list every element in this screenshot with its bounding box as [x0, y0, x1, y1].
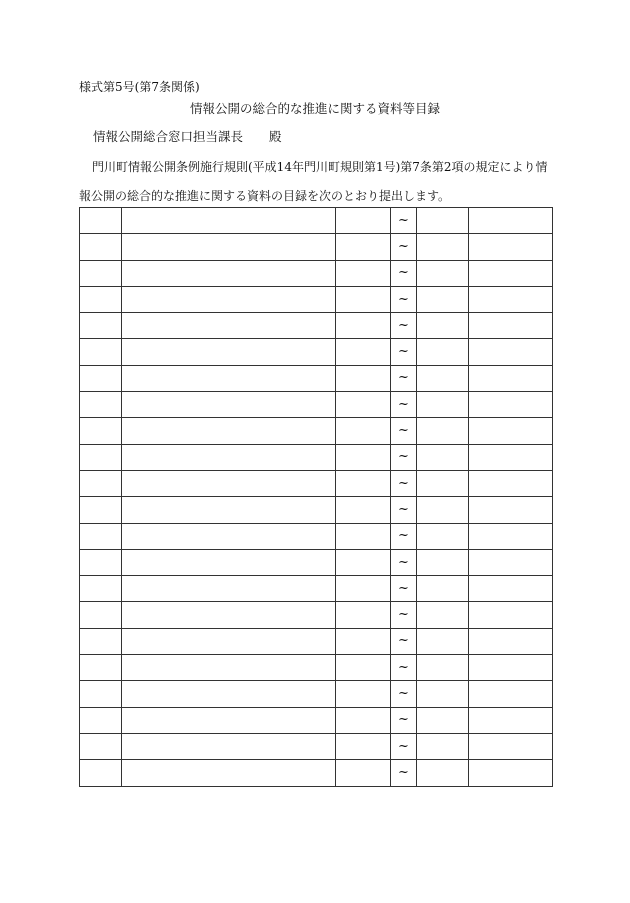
cell-document-name	[122, 760, 336, 786]
table-row	[80, 365, 553, 391]
cell-period-start	[336, 260, 391, 286]
cell-number	[80, 549, 122, 575]
cell-period-end	[417, 576, 469, 602]
cell-document-name	[122, 707, 336, 733]
cell-document-name	[122, 602, 336, 628]
cell-range-separator: ~	[391, 655, 417, 681]
table-row	[80, 392, 553, 418]
cell-remarks	[469, 681, 553, 707]
cell-number	[80, 733, 122, 759]
cell-remarks	[469, 628, 553, 654]
cell-period-end	[417, 523, 469, 549]
cell-period-start	[336, 418, 391, 444]
cell-number	[80, 760, 122, 786]
cell-document-name	[122, 523, 336, 549]
table-row	[80, 602, 553, 628]
cell-number	[80, 707, 122, 733]
cell-remarks	[469, 707, 553, 733]
cell-number	[80, 313, 122, 339]
cell-document-name	[122, 365, 336, 391]
cell-document-name	[122, 234, 336, 260]
cell-remarks	[469, 576, 553, 602]
table-row	[80, 760, 553, 786]
cell-number	[80, 339, 122, 365]
table-row	[80, 681, 553, 707]
catalog-table	[79, 207, 553, 787]
cell-range-separator: ~	[391, 576, 417, 602]
cell-range-separator: ~	[391, 497, 417, 523]
cell-number	[80, 655, 122, 681]
cell-number	[80, 444, 122, 470]
cell-number	[80, 681, 122, 707]
cell-range-separator: ~	[391, 339, 417, 365]
cell-period-end	[417, 392, 469, 418]
cell-range-separator: ~	[391, 523, 417, 549]
cell-period-start	[336, 523, 391, 549]
cell-period-start	[336, 681, 391, 707]
cell-period-end	[417, 497, 469, 523]
cell-period-end	[417, 234, 469, 260]
cell-number	[80, 470, 122, 496]
cell-period-end	[417, 602, 469, 628]
cell-period-start	[336, 707, 391, 733]
cell-range-separator: ~	[391, 392, 417, 418]
cell-range-separator: ~	[391, 444, 417, 470]
cell-period-end	[417, 260, 469, 286]
cell-period-end	[417, 444, 469, 470]
cell-document-name	[122, 733, 336, 759]
cell-range-separator: ~	[391, 681, 417, 707]
cell-remarks	[469, 470, 553, 496]
cell-document-name	[122, 576, 336, 602]
table-row	[80, 234, 553, 260]
cell-remarks	[469, 339, 553, 365]
document-title: 情報公開の総合的な推進に関する資料等目録	[189, 101, 440, 116]
cell-range-separator: ~	[391, 260, 417, 286]
cell-document-name	[122, 628, 336, 654]
cell-remarks	[469, 392, 553, 418]
cell-document-name	[122, 392, 336, 418]
cell-number	[80, 497, 122, 523]
cell-period-start	[336, 339, 391, 365]
table-row	[80, 208, 553, 234]
cell-number	[80, 365, 122, 391]
table-row	[80, 470, 553, 496]
cell-remarks	[469, 733, 553, 759]
cell-period-start	[336, 444, 391, 470]
cell-period-end	[417, 549, 469, 575]
cell-range-separator: ~	[391, 549, 417, 575]
cell-remarks	[469, 760, 553, 786]
cell-period-start	[336, 576, 391, 602]
catalog-table-body	[80, 208, 553, 787]
cell-number	[80, 208, 122, 234]
table-row	[80, 655, 553, 681]
cell-range-separator: ~	[391, 208, 417, 234]
cell-range-separator: ~	[391, 628, 417, 654]
cell-number	[80, 628, 122, 654]
cell-document-name	[122, 681, 336, 707]
addressee-honorific: 殿	[269, 129, 282, 144]
cell-document-name	[122, 497, 336, 523]
cell-range-separator: ~	[391, 365, 417, 391]
cell-remarks	[469, 234, 553, 260]
cell-remarks	[469, 365, 553, 391]
cell-document-name	[122, 286, 336, 312]
cell-period-end	[417, 286, 469, 312]
table-row	[80, 523, 553, 549]
form-number-label: 様式第5号(第7条関係)	[79, 80, 200, 94]
cell-period-end	[417, 681, 469, 707]
cell-remarks	[469, 208, 553, 234]
table-row	[80, 313, 553, 339]
table-row	[80, 286, 553, 312]
cell-period-end	[417, 208, 469, 234]
addressee-line	[93, 129, 282, 145]
cell-remarks	[469, 313, 553, 339]
cell-period-end	[417, 339, 469, 365]
cell-period-start	[336, 313, 391, 339]
cell-document-name	[122, 444, 336, 470]
cell-document-name	[122, 655, 336, 681]
cell-range-separator: ~	[391, 234, 417, 260]
cell-document-name	[122, 470, 336, 496]
cell-remarks	[469, 418, 553, 444]
addressee-name: 情報公開総合窓口担当課長	[93, 129, 244, 144]
cell-range-separator: ~	[391, 313, 417, 339]
table-row	[80, 733, 553, 759]
cell-document-name	[122, 549, 336, 575]
cell-period-end	[417, 365, 469, 391]
cell-period-start	[336, 733, 391, 759]
cell-document-name	[122, 208, 336, 234]
cell-period-start	[336, 470, 391, 496]
cell-period-end	[417, 418, 469, 444]
cell-number	[80, 418, 122, 444]
table-row	[80, 549, 553, 575]
cell-document-name	[122, 339, 336, 365]
cell-remarks	[469, 444, 553, 470]
cell-range-separator: ~	[391, 733, 417, 759]
cell-range-separator: ~	[391, 470, 417, 496]
cell-period-end	[417, 313, 469, 339]
cell-remarks	[469, 497, 553, 523]
cell-period-start	[336, 208, 391, 234]
cell-period-start	[336, 286, 391, 312]
cell-remarks	[469, 602, 553, 628]
cell-period-start	[336, 392, 391, 418]
cell-period-end	[417, 655, 469, 681]
cell-period-start	[336, 628, 391, 654]
cell-period-end	[417, 470, 469, 496]
cell-number	[80, 260, 122, 286]
cell-period-end	[417, 733, 469, 759]
cell-range-separator: ~	[391, 760, 417, 786]
cell-range-separator: ~	[391, 602, 417, 628]
cell-period-start	[336, 602, 391, 628]
cell-period-end	[417, 628, 469, 654]
cell-document-name	[122, 418, 336, 444]
cell-period-start	[336, 365, 391, 391]
cell-remarks	[469, 655, 553, 681]
cell-range-separator: ~	[391, 286, 417, 312]
table-row	[80, 628, 553, 654]
body-text: 門川町情報公開条例施行規則(平成14年門川町規則第1号)第7条第2項の規定により情報公開の総合的な推進に関する資料の目録を次のとおり提出します。	[79, 160, 548, 203]
cell-period-start	[336, 234, 391, 260]
cell-remarks	[469, 260, 553, 286]
table-row	[80, 497, 553, 523]
cell-period-end	[417, 760, 469, 786]
cell-period-start	[336, 760, 391, 786]
cell-number	[80, 234, 122, 260]
cell-remarks	[469, 286, 553, 312]
cell-period-start	[336, 549, 391, 575]
cell-remarks	[469, 549, 553, 575]
cell-number	[80, 286, 122, 312]
cell-range-separator: ~	[391, 707, 417, 733]
table-row	[80, 576, 553, 602]
table-row	[80, 260, 553, 286]
table-row	[80, 444, 553, 470]
cell-range-separator: ~	[391, 418, 417, 444]
table-row	[80, 339, 553, 365]
cell-number	[80, 523, 122, 549]
cell-number	[80, 576, 122, 602]
cell-remarks	[469, 523, 553, 549]
cell-period-end	[417, 707, 469, 733]
cell-number	[80, 602, 122, 628]
cell-period-start	[336, 497, 391, 523]
cell-document-name	[122, 313, 336, 339]
cell-document-name	[122, 260, 336, 286]
table-row	[80, 418, 553, 444]
table-row	[80, 707, 553, 733]
cell-number	[80, 392, 122, 418]
cell-period-start	[336, 655, 391, 681]
